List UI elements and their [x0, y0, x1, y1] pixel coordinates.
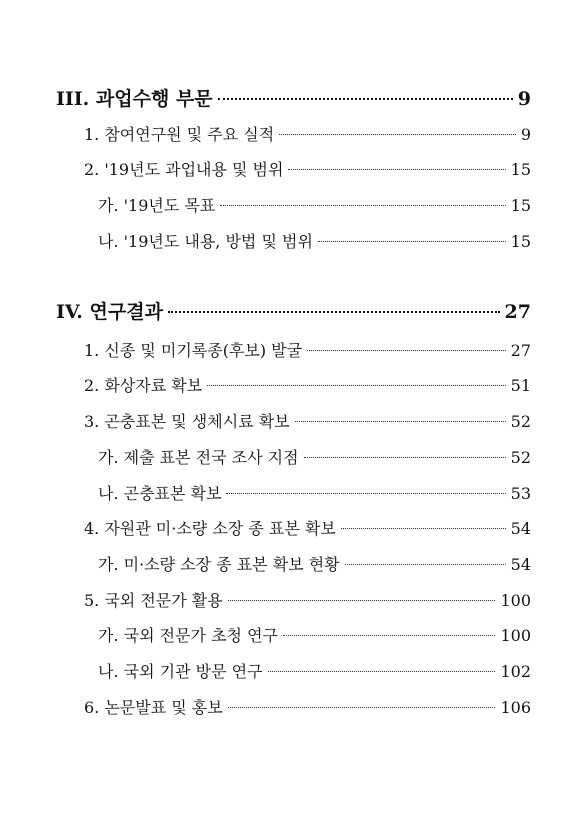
- toc-entry-label: 가. '19년도 목표: [98, 196, 216, 215]
- toc-entry-label: 1. 참여연구원 및 주요 실적: [84, 125, 275, 144]
- dot-leader: [218, 98, 513, 100]
- dot-leader: [288, 169, 505, 170]
- toc-subentry[interactable]: [98, 552, 531, 575]
- toc-page-number: 9: [517, 88, 531, 110]
- toc-entry[interactable]: [84, 373, 531, 396]
- toc-heading-title: III. 과업수행 부문: [56, 88, 213, 110]
- dot-leader: [226, 493, 505, 494]
- toc-subentry[interactable]: [98, 229, 531, 252]
- dot-leader: [307, 350, 506, 351]
- toc-heading-iii[interactable]: [56, 84, 531, 111]
- dot-leader: [283, 635, 495, 636]
- dot-leader: [318, 241, 506, 242]
- toc-entry-label: 나. '19년도 내용, 방법 및 범위: [98, 232, 313, 251]
- toc-entry-label: 1. 신종 및 미기록종(후보) 발굴: [84, 341, 303, 360]
- toc-page-number: 27: [510, 341, 531, 360]
- dot-leader: [228, 600, 496, 601]
- toc-entry[interactable]: [84, 122, 531, 145]
- toc-page-number: 15: [510, 232, 531, 251]
- toc-page-number: 51: [510, 376, 531, 395]
- toc-page-number: 9: [520, 125, 531, 144]
- toc-page-number: 52: [510, 448, 531, 467]
- toc-entry[interactable]: [84, 588, 531, 611]
- toc-entry-label: 3. 곤충표본 및 생체시료 확보: [84, 412, 290, 431]
- toc-entry[interactable]: [84, 409, 531, 432]
- toc-page-number: 53: [510, 484, 531, 503]
- dot-leader: [345, 564, 506, 565]
- toc-page-number: 15: [510, 160, 531, 179]
- toc-subentry[interactable]: [98, 445, 531, 468]
- toc-entry-label: 가. 국외 전문가 초청 연구: [98, 626, 278, 645]
- dot-leader: [268, 671, 496, 672]
- toc-page-number: 15: [510, 196, 531, 215]
- dot-leader: [304, 457, 506, 458]
- dot-leader: [168, 311, 500, 313]
- toc-page-number: 27: [504, 301, 531, 323]
- dot-leader: [220, 205, 505, 206]
- dot-leader: [295, 421, 506, 422]
- toc-entry[interactable]: [84, 338, 531, 361]
- toc-entry-label: 2. 화상자료 확보: [84, 376, 203, 395]
- toc-subentry[interactable]: [98, 659, 531, 682]
- toc-entry-label: 6. 논문발표 및 홍보: [84, 698, 223, 717]
- toc-entry-label: 나. 곤충표본 확보: [98, 484, 222, 503]
- toc-page-number: 54: [510, 555, 531, 574]
- toc-page-number: 100: [500, 626, 531, 645]
- dot-leader: [228, 707, 496, 708]
- toc-subentry[interactable]: [98, 193, 531, 216]
- toc-page-number: 52: [510, 412, 531, 431]
- toc-entry[interactable]: [84, 695, 531, 718]
- toc-entry-label: 2. '19년도 과업내용 및 범위: [84, 160, 284, 179]
- toc-entry[interactable]: [84, 157, 531, 180]
- toc-entry-label: 5. 국외 전문가 활용: [84, 591, 223, 610]
- dot-leader: [341, 528, 506, 529]
- toc-entry-label: 가. 미·소량 소장 종 표본 확보 현황: [98, 555, 340, 574]
- dot-leader: [207, 385, 505, 386]
- toc-subentry[interactable]: [98, 623, 531, 646]
- toc-entry-label: 가. 제출 표본 전국 조사 지점: [98, 448, 299, 467]
- toc-heading-iv[interactable]: [56, 297, 531, 324]
- toc-page-number: 54: [510, 519, 531, 538]
- toc-entry[interactable]: [84, 516, 531, 539]
- toc-entry-label: 나. 국외 기관 방문 연구: [98, 662, 263, 681]
- toc-entry-label: 4. 자원관 미·소량 소장 종 표본 확보: [84, 519, 336, 538]
- toc-subentry[interactable]: [98, 481, 531, 504]
- dot-leader: [279, 134, 516, 135]
- toc-page-number: 100: [500, 591, 531, 610]
- toc-page-number: 102: [500, 662, 531, 681]
- toc-page-number: 106: [500, 698, 531, 717]
- toc-heading-title: IV. 연구결과: [56, 301, 163, 323]
